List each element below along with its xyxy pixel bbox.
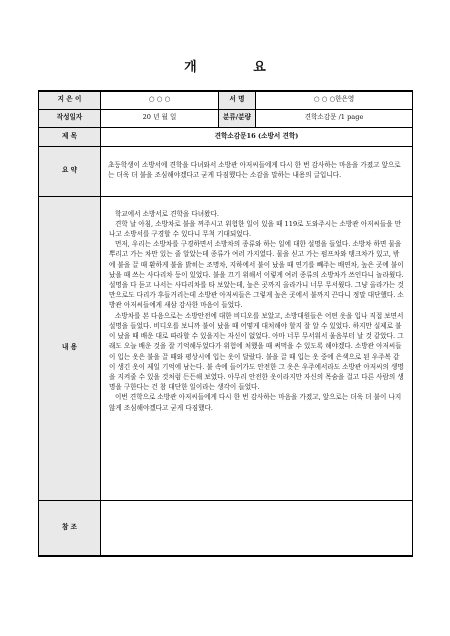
- sign-value: ○ ○ ○한은영: [256, 91, 413, 109]
- content-row: [39, 196, 413, 500]
- content-paragraph: 이번 견학으로 소방관 아저씨들에게 다시 한 번 감사하는 마음을 가졌고, 앞으로는 더욱 더 불이 나지 않게 조심해야겠다고 굳게 다짐했다.: [109, 393, 402, 412]
- subject-label: 제 목: [39, 127, 101, 146]
- content-label: 내 용: [39, 196, 101, 500]
- category-value: 견학소감문 /1 page: [256, 109, 413, 127]
- page-title: 개 요: [184, 60, 292, 75]
- summary-row: [39, 146, 413, 196]
- author-row: [39, 91, 413, 109]
- content-paragraph: 먼저, 우리는 소방차를 구경하면서 소방차의 종류와 하는 일에 대한 설명을 들었다. 소방차 하면 물을 뿌리고 가는 차만 있는 줄 알았는데 종류가 여러 가지였다. 물을 싣고 가는 펌프차와 탱크차가 있고, 밖에 불을 끌 때 환하게 불을 밝히는 조명차, 지하에서 불이 났을 때 연기를 빼주는 배연차, 높은 곳에 불이 났을 때 쓰는 사다리차 등이 있었다. 불을 끄기 위해서 이렇게 여러 종류의 소방차가 쓰인다니 놀라웠다. 설명을 다 듣고 나서는 사다리차를 타 보았는데, 높은 곳까지 올라가니 너무 무서웠다. 그냥 올라가는 것만으로도 다리가 후들거리는데 소방관 아저씨들은 그렇게 높은 곳에서 불까지 끈다니 정말 대단했다. 소방관 아저씨들에게 새삼 감사한 마음이 들었다.: [109, 240, 404, 310]
- reference-row: [39, 500, 413, 556]
- content-paragraph: 소방차를 본 다음으로는 소방안전에 대한 비디오를 보았고, 소방대원들은 어떤 옷을 입나 직접 보면서 설명을 들었다. 비디오를 보니까 불이 났을 때 어떻게 대처해야 할지 잘 알 수 있었다. 하지만 실제로 불이 났을 때 배운 대로 따라할 수 있을지는 자신이 없었다. 아마 너무 무서워서 울음부터 날 것 같았다. 그래도 오늘 배운 것을 잘 기억해두었다가 위험에 처했을 때 써먹을 수 있도록 해야겠다. 소방관 아저씨들이 입는 옷은 불을 끌 때와 평상시에 입는 옷이 달랐다. 불을 끌 때 입는 옷 중에 은색으로 된 우주복 같이 생긴 옷이 제일 기억에 남는다. 불 속에 들어가도 안전한 그 옷은 우주에서라도 소방관 아저씨의 생명을 지켜줄 수 있을 것처럼 든든해 보였다. 아무리 안전한 옷이라지만 자신의 목숨을 걸고 다른 사람의 생명을 구한다는 건 참 대단한 일이라는 생각이 들었다.: [109, 311, 404, 392]
- category-label: 분류/분량: [219, 109, 256, 127]
- content-body: [101, 196, 413, 500]
- content-paragraph: 견학 날 아침, 소방차로 불을 꺼주시고 위험한 일이 있을 때 119로 도와주시는 소방관 아저씨들을 만나고 소방서를 구경할 수 있다니 무척 기대되었다.: [109, 219, 402, 238]
- reference-value: [101, 500, 413, 556]
- author-value: ○ ○ ○: [101, 91, 219, 109]
- subject-row: [39, 127, 413, 146]
- date-row: [39, 109, 413, 127]
- subject-value: 견학소감문16 (소방서 견학): [101, 127, 413, 146]
- summary-text: 초등학생이 소방서에 견학을 다녀와서 소방관 아저씨들에게 다시 한 번 감사하는 마음을 가졌고 앞으로는 더욱 더 불을 조심해야겠다고 굳게 다짐했다는 소감을 말하는 내용의 글입니다.: [101, 146, 413, 196]
- date-value: 20 년 월 일: [101, 109, 219, 127]
- summary-label: 요 약: [39, 146, 101, 196]
- summary-form-table: [38, 90, 413, 557]
- date-label: 작성일자: [39, 109, 101, 127]
- sign-label: 서 명: [219, 91, 256, 109]
- content-paragraph: 학교에서 소방서로 견학을 다녀왔다.: [115, 209, 219, 218]
- author-label: 지 은 이: [39, 91, 101, 109]
- reference-label: 참 조: [39, 500, 101, 556]
